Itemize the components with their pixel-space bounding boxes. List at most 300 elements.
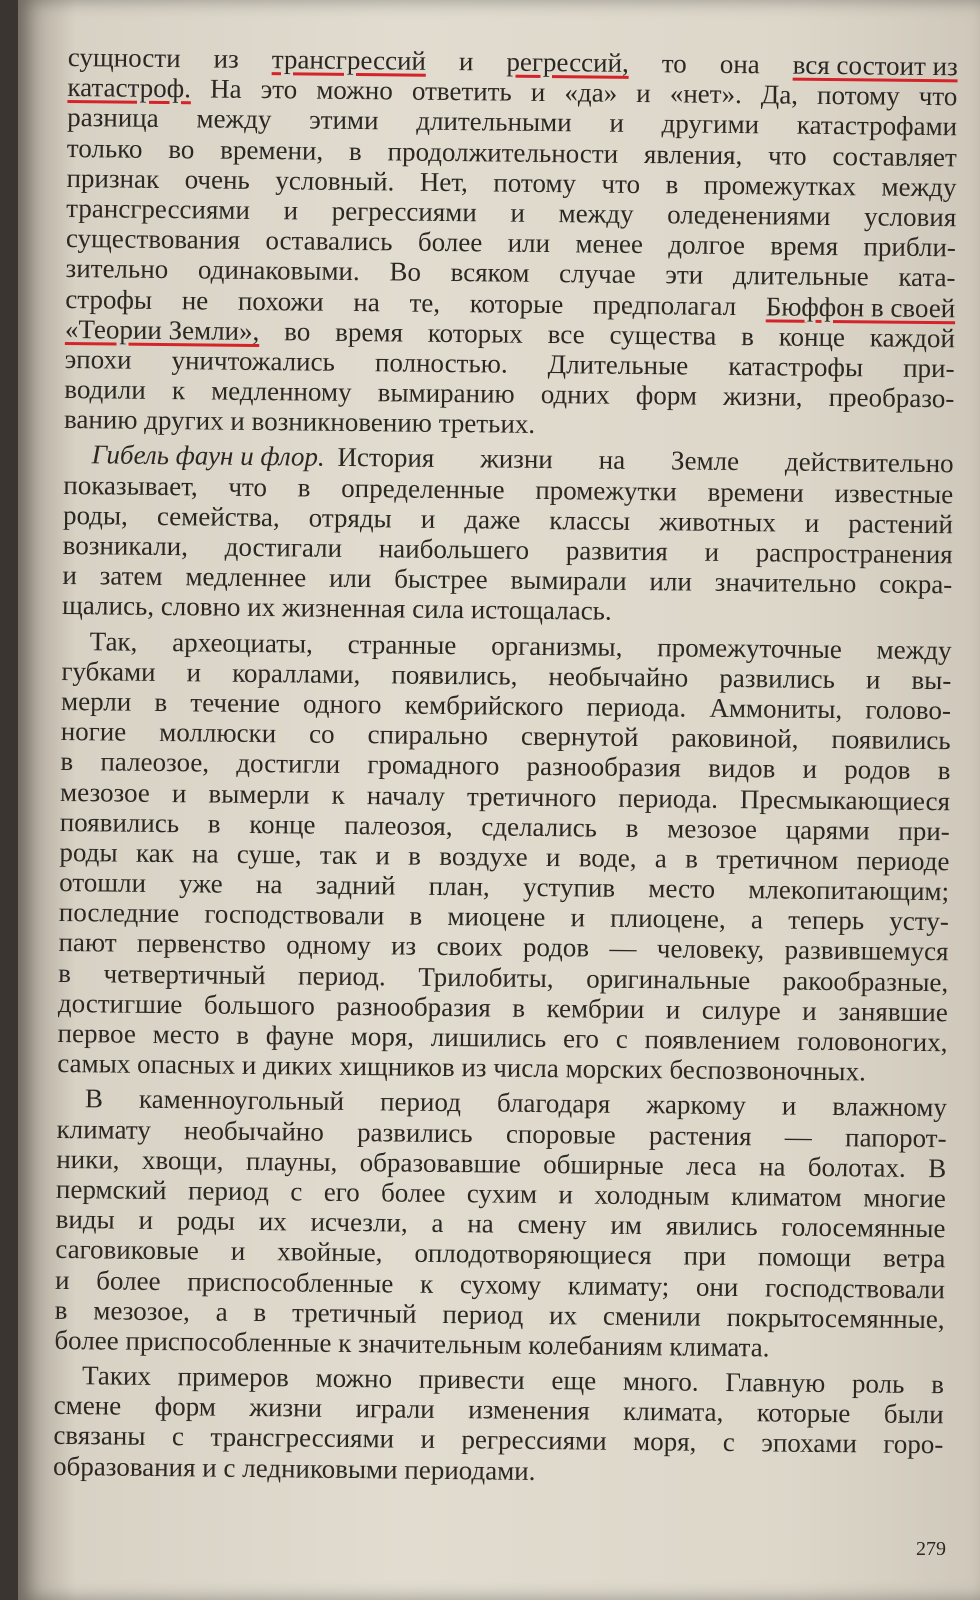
word: миоцене	[447, 901, 546, 933]
word: более	[417, 226, 483, 258]
word: растений	[848, 508, 954, 540]
word: вымиранию	[377, 377, 515, 409]
word: самых	[57, 1048, 138, 1079]
word: царями	[785, 814, 870, 846]
word: развились	[719, 662, 836, 694]
word: регрессиями	[461, 1424, 607, 1457]
word: последние	[58, 897, 180, 929]
word: распространения	[755, 537, 953, 570]
word: Длительные	[547, 348, 689, 381]
word: благодаря	[496, 1087, 611, 1120]
word: занявшие	[838, 995, 948, 1028]
word: между	[558, 198, 634, 229]
word: и	[420, 1424, 436, 1455]
word: затем	[99, 560, 163, 592]
word: что	[918, 81, 958, 112]
paragraph	[53, 1360, 944, 1490]
word: Главную	[725, 1367, 826, 1399]
word: играли	[355, 1393, 435, 1425]
word: в	[348, 135, 362, 166]
word: Аммониты,	[709, 692, 843, 725]
word: и	[802, 754, 818, 785]
word: родов	[844, 754, 911, 786]
word: к	[331, 779, 345, 810]
word: образования	[52, 1450, 203, 1483]
word: климату	[56, 1113, 151, 1145]
word: уже	[179, 868, 223, 899]
word: только	[66, 132, 143, 164]
word: между	[196, 103, 272, 135]
word: истощалась.	[470, 594, 612, 627]
word: господствовали	[764, 1271, 946, 1304]
word: место	[648, 873, 716, 904]
word: более	[380, 1177, 446, 1208]
italic-heading: Гибель фаун и флор.	[91, 439, 332, 473]
word: моллюски	[159, 717, 277, 749]
word: и	[781, 1090, 797, 1122]
word: те,	[409, 287, 441, 318]
word: примеров	[177, 1361, 290, 1393]
word: развились	[356, 1116, 473, 1148]
word: периодами.	[404, 1454, 536, 1486]
word: папорот-	[844, 1121, 947, 1153]
word: в	[665, 169, 679, 200]
word: при-	[903, 352, 955, 384]
word: каждой	[869, 322, 956, 353]
word: сокра-	[879, 568, 953, 600]
word: «Теории Земли»,	[64, 313, 260, 346]
word: вся состоит из	[792, 49, 958, 82]
word: как	[135, 837, 174, 869]
word: ката-	[898, 262, 956, 293]
word: условия	[863, 201, 957, 233]
word: беспозвоночных.	[669, 1054, 866, 1087]
word: длительными	[416, 106, 572, 138]
page-text	[53, 42, 958, 1495]
word: строфы	[65, 283, 153, 315]
word: и	[704, 536, 720, 567]
word: были	[883, 1398, 944, 1430]
word: покрытосемянные,	[726, 1301, 945, 1334]
word: уничтожались	[171, 344, 336, 377]
word: изменения	[468, 1394, 590, 1426]
word: Таких	[81, 1360, 152, 1392]
word: с	[171, 1421, 185, 1452]
word: развития	[565, 535, 668, 567]
word: опасных	[136, 1048, 243, 1081]
word: ракообразные,	[782, 965, 949, 997]
word: промежуточные	[657, 631, 842, 664]
word: в	[253, 1296, 267, 1327]
word: и	[530, 77, 546, 108]
word: палеозоя,	[344, 809, 453, 841]
word: появились	[59, 806, 180, 838]
word: образовавшие	[359, 1146, 521, 1179]
word: «да»	[564, 77, 618, 108]
word: при	[683, 1240, 727, 1272]
word: с	[722, 1427, 736, 1458]
word: организмы,	[491, 630, 623, 662]
word: саговиковые	[55, 1234, 200, 1266]
word: своих	[436, 931, 503, 963]
word: в	[60, 746, 74, 777]
word: всяком	[450, 257, 530, 289]
word: смену	[517, 1208, 587, 1240]
word: исчезли,	[310, 1206, 408, 1238]
word: а	[750, 904, 764, 935]
word: Бюффон в своей	[765, 290, 956, 323]
word: теперь	[788, 904, 865, 936]
word: или	[328, 562, 372, 594]
word: археоциаты,	[172, 626, 314, 659]
word: помощи	[757, 1241, 852, 1273]
word: при-	[898, 815, 950, 846]
word: в	[512, 992, 526, 1023]
word: предполагал	[592, 289, 737, 321]
word: из	[461, 1052, 494, 1083]
word: хвощи,	[141, 1144, 224, 1176]
word: оставались	[265, 225, 393, 257]
word: пают	[58, 927, 117, 958]
word: Трилобиты,	[418, 961, 554, 993]
word: возникновению	[251, 406, 439, 439]
word: ветра	[882, 1242, 946, 1274]
word: первенство	[136, 928, 266, 960]
word: и	[62, 560, 78, 591]
word: жизненная	[281, 592, 413, 625]
word: зительно	[65, 253, 169, 285]
word: человеку,	[656, 933, 765, 965]
word: еще	[551, 1365, 597, 1396]
word: из	[390, 930, 417, 962]
word: моря,	[350, 1021, 415, 1052]
word: уступив	[522, 871, 616, 903]
word: наибольшего	[378, 533, 530, 565]
word: его	[323, 1176, 360, 1208]
word: жизни,	[722, 380, 803, 412]
word: климата.	[669, 1331, 770, 1363]
word: споровые	[505, 1118, 616, 1150]
word: родов	[522, 932, 590, 963]
word: семейства,	[156, 500, 280, 533]
word: похожи	[237, 285, 324, 317]
word: сделались	[481, 811, 598, 843]
word: роды	[59, 836, 118, 868]
word: хвойные,	[277, 1236, 383, 1268]
word: щались,	[61, 590, 161, 622]
word: явления,	[643, 138, 743, 170]
word: которых	[427, 317, 524, 349]
word: ответить	[411, 75, 512, 107]
word: хищников	[338, 1051, 462, 1083]
word: на	[353, 286, 380, 317]
word: усту-	[889, 905, 949, 937]
word: климату;	[567, 1269, 670, 1301]
word: во	[284, 315, 311, 347]
word: и	[202, 1452, 224, 1483]
word: Так,	[89, 625, 138, 657]
word: появились	[831, 724, 951, 756]
word: период	[379, 1086, 462, 1118]
word: потому	[493, 167, 577, 199]
word: климатом	[730, 1180, 843, 1213]
word: —	[784, 1121, 812, 1152]
word: которые	[469, 287, 564, 319]
word: и	[510, 197, 526, 228]
word: первое	[57, 1017, 137, 1049]
word: вы-	[911, 664, 952, 696]
word: промежутки	[535, 474, 677, 507]
word: с	[290, 1176, 303, 1207]
word: голово-	[865, 694, 952, 726]
word: форм	[635, 380, 698, 411]
word: в	[409, 900, 423, 932]
word: в	[236, 1019, 250, 1050]
word: можно	[315, 1362, 393, 1394]
word: ванию	[63, 404, 145, 436]
word: и	[186, 657, 202, 688]
word: суше,	[236, 838, 302, 870]
book-page	[18, 0, 980, 1600]
word: пермский	[55, 1173, 167, 1206]
word: даже	[464, 503, 521, 535]
word: господствовали	[204, 898, 385, 931]
word: а	[431, 1207, 444, 1239]
paragraph	[54, 1083, 947, 1364]
word: значительно	[714, 566, 857, 599]
word: морских	[565, 1053, 670, 1085]
paragraph	[62, 439, 954, 629]
word: так	[319, 839, 358, 870]
word: силуре	[701, 994, 781, 1026]
word: ногие	[60, 716, 127, 747]
word: связаны	[53, 1420, 146, 1452]
word: что	[767, 139, 807, 171]
word: трансгрессиями	[210, 1422, 395, 1454]
word: голосемянные	[781, 1211, 946, 1244]
word: в	[685, 843, 699, 874]
word: а	[215, 1296, 228, 1327]
word: времени	[707, 476, 804, 508]
page-number: 279	[916, 1538, 946, 1560]
word: на	[467, 1208, 494, 1239]
word: и	[283, 195, 299, 226]
word: вымерли	[208, 778, 310, 810]
word: им	[610, 1209, 643, 1241]
word: план,	[428, 870, 490, 902]
word: водили	[64, 374, 146, 405]
word: ледниковыми	[242, 1452, 405, 1485]
word: времени,	[220, 134, 324, 166]
word: фауне	[265, 1020, 335, 1051]
word: мезозое,	[93, 1295, 190, 1327]
word: длительные	[732, 260, 869, 292]
word: моря,	[632, 1426, 697, 1458]
word: в	[931, 1369, 945, 1400]
word: можно	[316, 74, 393, 106]
word: роды,	[62, 499, 129, 531]
word: В	[84, 1083, 104, 1114]
word: и	[230, 1236, 246, 1267]
word: в	[408, 840, 422, 871]
word: существа	[609, 319, 717, 351]
word: сухому	[459, 1268, 542, 1300]
word: мезозое	[667, 813, 758, 844]
word: и	[241, 1050, 264, 1081]
word: плауны,	[245, 1145, 338, 1177]
word: свернутой	[520, 720, 639, 753]
word: то	[661, 48, 687, 79]
word: третичного	[466, 780, 597, 813]
word: диких	[262, 1050, 340, 1082]
word: смене	[53, 1390, 122, 1421]
word: сила	[412, 594, 471, 625]
word: четвертичный	[103, 958, 266, 990]
word: в	[625, 812, 639, 843]
word: и	[230, 405, 252, 437]
word: каменноугольный	[138, 1084, 345, 1117]
word: с	[223, 1452, 243, 1483]
word: медленнее	[185, 561, 307, 593]
word: «нет».	[669, 78, 742, 110]
word: периода.	[586, 691, 687, 723]
word: леса	[686, 1150, 737, 1181]
word: странные	[347, 628, 457, 660]
word: и	[665, 994, 681, 1025]
word: и	[804, 507, 820, 538]
word: мезозое	[59, 776, 151, 808]
word: место	[152, 1018, 220, 1050]
word: эпохами	[761, 1427, 858, 1459]
word: известные	[834, 477, 954, 509]
word: течение	[190, 687, 281, 719]
word: в	[154, 686, 168, 718]
word: периода.	[618, 782, 719, 814]
word: период.	[297, 960, 386, 992]
word: сухим	[466, 1178, 538, 1209]
word: Да,	[760, 79, 799, 110]
word: это	[260, 74, 298, 105]
word: других	[144, 405, 231, 436]
word: полностью.	[374, 347, 508, 379]
word: время	[770, 230, 839, 262]
word: показывает,	[63, 469, 198, 502]
word: классы	[549, 504, 631, 536]
word: на	[598, 445, 626, 476]
word: спирально	[367, 719, 489, 751]
word: или	[649, 566, 693, 597]
word: началу	[366, 779, 446, 811]
word: со	[308, 718, 335, 749]
word: трансгрессиями	[66, 192, 251, 225]
word: необычайно	[183, 1114, 324, 1147]
word: прибли-	[863, 231, 957, 263]
word: в	[297, 472, 311, 503]
word: появлением	[644, 1024, 781, 1056]
word: время	[335, 316, 404, 348]
word: влажному	[832, 1091, 948, 1123]
word: одних	[540, 379, 610, 410]
word: в	[207, 808, 221, 839]
word: палеозое,	[100, 746, 210, 778]
word: они	[695, 1271, 739, 1302]
word: регрессиями	[331, 195, 477, 228]
word: появились,	[391, 659, 518, 691]
word: История	[337, 442, 435, 474]
word: и	[636, 78, 651, 109]
word: мерли	[60, 685, 132, 717]
word: в	[54, 1294, 68, 1325]
word: В	[928, 1152, 947, 1184]
word: болотах.	[807, 1151, 906, 1183]
word: привести	[418, 1363, 525, 1395]
word: очень	[184, 163, 251, 195]
word: быстрее	[394, 563, 488, 595]
word: Нет,	[419, 166, 469, 197]
word: явились	[665, 1210, 758, 1242]
word: раковиной,	[671, 722, 799, 754]
word: условный.	[275, 164, 395, 197]
word: и	[171, 777, 187, 808]
word: другими	[661, 108, 760, 140]
word: млекопитающим;	[748, 874, 950, 907]
word: а	[654, 843, 668, 874]
paragraph	[64, 42, 958, 444]
word: колебаниям	[528, 1329, 670, 1362]
word: развившемуся	[784, 934, 949, 967]
word: действительно	[784, 446, 954, 479]
word: эпохи	[64, 343, 132, 375]
word: признак	[66, 162, 160, 194]
word: задний	[315, 869, 396, 901]
word: виды	[55, 1204, 115, 1235]
word: кембрийского	[404, 689, 564, 722]
word: третичном	[716, 843, 839, 875]
word: головоногих,	[797, 1025, 948, 1058]
word: значительным	[357, 1327, 529, 1360]
word: в	[937, 755, 951, 786]
word: воде,	[578, 842, 637, 873]
word: сменили	[602, 1300, 701, 1332]
word: между	[881, 171, 957, 203]
word: одному	[286, 929, 371, 961]
word: и	[865, 664, 881, 695]
word: большого	[203, 989, 315, 1021]
word: оригинальные	[586, 963, 751, 995]
word: громадного	[367, 749, 500, 781]
word: период	[187, 1175, 270, 1207]
word: составляет	[832, 140, 957, 172]
word: горо-	[883, 1429, 944, 1460]
word: достигали	[224, 531, 343, 563]
word: растения	[648, 1119, 752, 1151]
word: приспособленные	[125, 1325, 339, 1358]
word: не	[181, 284, 209, 315]
word: более	[96, 1264, 161, 1296]
word: медленному	[211, 375, 352, 408]
word: катастроф.	[67, 72, 192, 104]
word: конце	[249, 808, 316, 840]
word: жизни	[249, 1392, 323, 1423]
word: сущности	[67, 42, 181, 74]
word: на	[255, 869, 283, 900]
word: преобразо-	[828, 382, 955, 414]
word: числа	[493, 1052, 566, 1084]
word: Во	[389, 256, 422, 288]
word: их	[548, 1299, 578, 1331]
word: или	[507, 227, 551, 259]
word: много.	[622, 1365, 699, 1397]
